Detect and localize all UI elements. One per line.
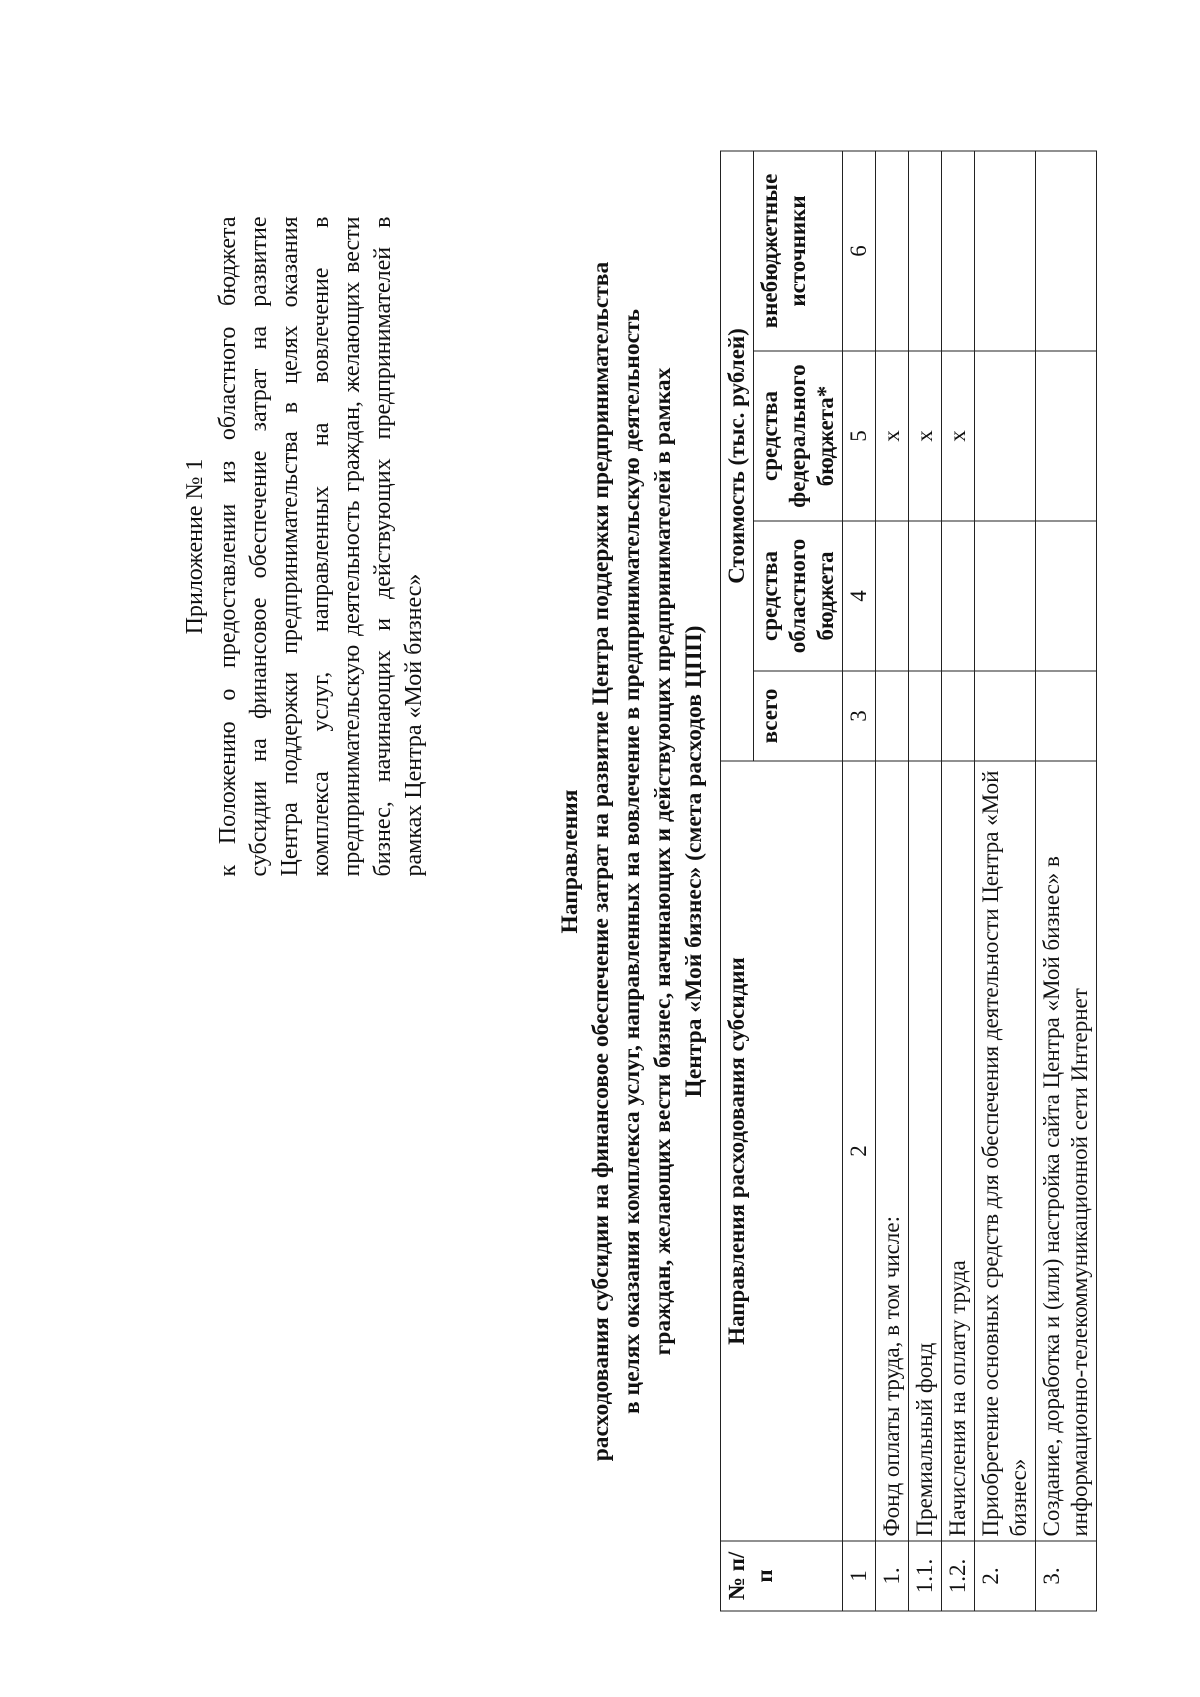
- appendix-heading: Приложение № 1: [182, 458, 208, 635]
- row-name: Премиальный фонд: [909, 761, 942, 1541]
- cell-federal: х: [942, 351, 975, 521]
- row-number: 1.2.: [942, 1541, 975, 1611]
- cell-federal: х: [909, 351, 942, 521]
- cell-extra: [1036, 151, 1097, 351]
- row-number: 1.: [876, 1541, 909, 1611]
- row-name: Фонд оплаты труда, в том числе:: [876, 761, 909, 1541]
- row-name: Создание, доработка и (или) настройка сайта Центра «Мой бизнес» в информационно-телекоммуникационной сети Интернет: [1036, 761, 1097, 1541]
- table-row: [876, 151, 909, 1611]
- title-line: граждан, желающих вести бизнес, начинающих и действующих предпринимателей в рамках: [650, 367, 676, 1356]
- header-cost-group: Стоимость (тыс. рублей): [721, 151, 754, 761]
- table-row: [942, 151, 975, 1611]
- row-number: 2.: [975, 1541, 1036, 1611]
- document-title: [555, 177, 710, 1547]
- table-row: [975, 151, 1036, 1611]
- table-row: [909, 151, 942, 1611]
- cell-federal: [975, 351, 1036, 521]
- row-name: Начисления на оплату труда: [942, 761, 975, 1541]
- table-row: [1036, 151, 1097, 1611]
- cell-regional: [876, 521, 909, 671]
- header-num: № п/п: [721, 1541, 843, 1611]
- header-regional: средства областного бюджета: [754, 521, 843, 671]
- column-number: 6: [843, 151, 876, 351]
- cell-extra: [942, 151, 975, 351]
- title-line: расходования субсидии на финансовое обеспечение затрат на развитие Центра поддержки предпринимательства: [588, 261, 614, 1462]
- row-number: 3.: [1036, 1541, 1097, 1611]
- cell-extra: [975, 151, 1036, 351]
- header-direction: Направления расходования субсидии: [721, 761, 843, 1541]
- cell-federal: [1036, 351, 1097, 521]
- cell-total: [876, 671, 909, 761]
- header-federal: средства федерального бюджета*: [754, 351, 843, 521]
- column-number: 1: [843, 1541, 876, 1611]
- title-line: в целях оказания комплекса услуг, направленных на вовлечение в предпринимательскую деятельность: [619, 309, 645, 1415]
- cell-regional: [909, 521, 942, 671]
- cell-total: [942, 671, 975, 761]
- column-number: 4: [843, 521, 876, 671]
- cell-regional: [942, 521, 975, 671]
- column-number: 2: [843, 761, 876, 1541]
- cell-total: [909, 671, 942, 761]
- cell-extra: [876, 151, 909, 351]
- cell-regional: [975, 521, 1036, 671]
- title-line: Направления: [557, 789, 583, 934]
- row-name: Приобретение основных средств для обеспечения деятельности Центра «Мой бизнес»: [975, 761, 1036, 1541]
- cell-extra: [909, 151, 942, 351]
- header-row: [721, 151, 754, 1611]
- header-extra: внебюджетные источники: [754, 151, 843, 351]
- cell-total: [975, 671, 1036, 761]
- expense-table: [720, 150, 1097, 1611]
- column-numbering-row: [843, 151, 876, 1611]
- appendix-text: к Положению о предоставлении из областного бюджета субсидии на финансовое обеспечение затрат на развитие Центра поддержки предпринимательства в целях оказания комплекса услуг, направленных на вовлечение в предпринимательскую деятельность граждан, желающих вести бизнес, начинающих и действующих предпринимателей в рамках Центра «Мой бизнес»: [215, 216, 427, 877]
- column-number: 5: [843, 351, 876, 521]
- row-number: 1.1.: [909, 1541, 942, 1611]
- cell-total: [1036, 671, 1097, 761]
- column-number: 3: [843, 671, 876, 761]
- cell-federal: х: [876, 351, 909, 521]
- title-line: Центра «Мой бизнес» (смета расходов ЦПП): [681, 625, 707, 1098]
- header-total: всего: [754, 671, 843, 761]
- appendix-block: [180, 217, 430, 877]
- cell-regional: [1036, 521, 1097, 671]
